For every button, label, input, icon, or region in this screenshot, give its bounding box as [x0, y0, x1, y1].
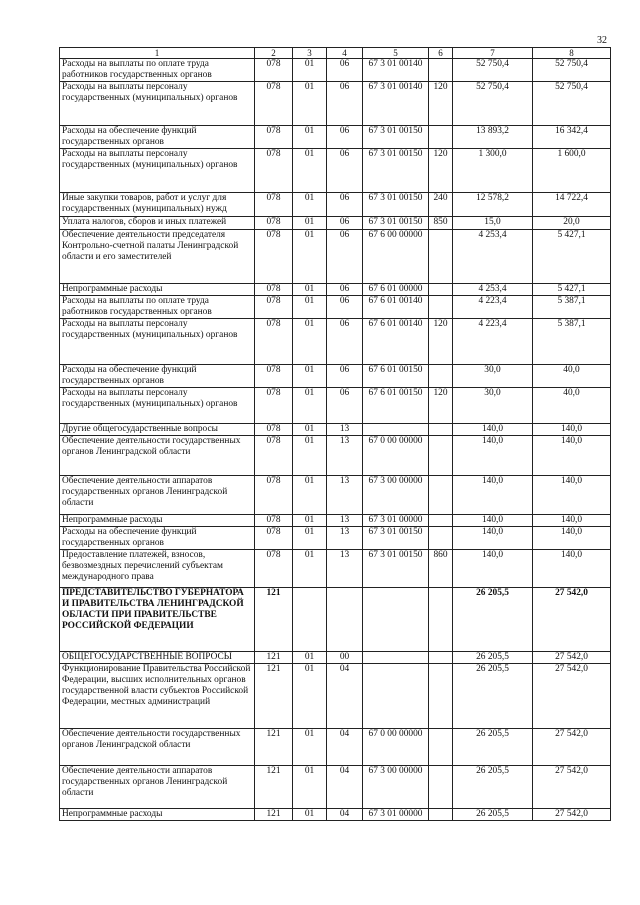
- table-row: [60, 652, 611, 664]
- cell-ministry-code: 078: [255, 59, 293, 82]
- cell-ministry-code: 121: [255, 588, 293, 652]
- cell-subsection: 13: [327, 515, 363, 527]
- cell-ministry-code: 078: [255, 365, 293, 388]
- cell-ministry-code: 078: [255, 550, 293, 588]
- row-name: Расходы на обеспечение функций государственных органов: [60, 527, 255, 550]
- cell-target-article: 67 3 01 00140: [363, 59, 429, 82]
- cell-amount-year2: 16 342,4: [533, 126, 611, 149]
- table-row: [60, 365, 611, 388]
- cell-section: 01: [293, 230, 327, 284]
- cell-expense-type: [429, 527, 453, 550]
- cell-section: 01: [293, 284, 327, 296]
- row-name: Иные закупки товаров, работ и услуг для государственных (муниципальных) нужд: [60, 193, 255, 217]
- cell-section: 01: [293, 59, 327, 82]
- cell-expense-type: [429, 664, 453, 729]
- col-header: 8: [533, 48, 611, 59]
- cell-subsection: 06: [327, 284, 363, 296]
- cell-section: 01: [293, 436, 327, 476]
- cell-subsection: 06: [327, 126, 363, 149]
- cell-ministry-code: 121: [255, 652, 293, 664]
- cell-subsection: 06: [327, 193, 363, 217]
- cell-amount-year2: 5 387,1: [533, 319, 611, 365]
- cell-target-article: [363, 664, 429, 729]
- cell-expense-type: 120: [429, 82, 453, 126]
- cell-expense-type: [429, 809, 453, 821]
- table-row: [60, 388, 611, 424]
- col-header: 3: [293, 48, 327, 59]
- cell-section: 01: [293, 365, 327, 388]
- table-row: [60, 193, 611, 217]
- table-row: [60, 476, 611, 515]
- table-row: [60, 126, 611, 149]
- col-header: 7: [453, 48, 533, 59]
- cell-subsection: 06: [327, 296, 363, 319]
- cell-expense-type: [429, 436, 453, 476]
- cell-ministry-code: 078: [255, 82, 293, 126]
- col-header: 5: [363, 48, 429, 59]
- cell-ministry-code: 078: [255, 230, 293, 284]
- row-name: Расходы на выплаты персоналу государственных (муниципальных) органов: [60, 149, 255, 193]
- table-row: [60, 424, 611, 436]
- table-row: [60, 59, 611, 82]
- cell-amount-year1: 30,0: [453, 388, 533, 424]
- col-header: 6: [429, 48, 453, 59]
- table-row: [60, 588, 611, 652]
- cell-amount-year2: 27 542,0: [533, 729, 611, 766]
- cell-subsection: [327, 588, 363, 652]
- col-header: 4: [327, 48, 363, 59]
- cell-section: 01: [293, 476, 327, 515]
- cell-ministry-code: 078: [255, 149, 293, 193]
- cell-expense-type: 120: [429, 149, 453, 193]
- row-name: Расходы на выплаты по оплате труда работников государственных органов: [60, 59, 255, 82]
- cell-ministry-code: 078: [255, 388, 293, 424]
- row-name: Обеспечение деятельности аппаратов государственных органов Ленинградской области: [60, 476, 255, 515]
- cell-target-article: 67 6 00 00000: [363, 230, 429, 284]
- cell-amount-year1: 26 205,5: [453, 809, 533, 821]
- row-name: Обеспечение деятельности аппаратов государственных органов Ленинградской области: [60, 766, 255, 809]
- cell-expense-type: [429, 284, 453, 296]
- cell-ministry-code: 078: [255, 126, 293, 149]
- table-row: [60, 217, 611, 230]
- cell-amount-year2: 140,0: [533, 476, 611, 515]
- cell-amount-year1: 4 253,4: [453, 284, 533, 296]
- cell-amount-year2: 27 542,0: [533, 664, 611, 729]
- cell-ministry-code: 078: [255, 319, 293, 365]
- cell-amount-year2: 52 750,4: [533, 82, 611, 126]
- row-name: Непрограммные расходы: [60, 515, 255, 527]
- cell-amount-year1: 30,0: [453, 365, 533, 388]
- cell-amount-year2: 14 722,4: [533, 193, 611, 217]
- row-name: ОБЩЕГОСУДАРСТВЕННЫЕ ВОПРОСЫ: [60, 652, 255, 664]
- table-row: [60, 230, 611, 284]
- cell-amount-year1: 140,0: [453, 515, 533, 527]
- cell-section: 01: [293, 149, 327, 193]
- cell-section: 01: [293, 126, 327, 149]
- cell-section: 01: [293, 193, 327, 217]
- cell-target-article: 67 3 01 00150: [363, 126, 429, 149]
- cell-ministry-code: 078: [255, 284, 293, 296]
- cell-amount-year2: 27 542,0: [533, 766, 611, 809]
- cell-amount-year2: 52 750,4: [533, 59, 611, 82]
- cell-amount-year2: 140,0: [533, 550, 611, 588]
- cell-amount-year2: 20,0: [533, 217, 611, 230]
- cell-amount-year1: 15,0: [453, 217, 533, 230]
- cell-amount-year1: 26 205,5: [453, 588, 533, 652]
- cell-subsection: 04: [327, 664, 363, 729]
- cell-target-article: 67 6 01 00140: [363, 296, 429, 319]
- cell-expense-type: [429, 515, 453, 527]
- cell-ministry-code: 078: [255, 193, 293, 217]
- cell-ministry-code: 121: [255, 664, 293, 729]
- cell-amount-year2: 1 600,0: [533, 149, 611, 193]
- cell-section: 01: [293, 527, 327, 550]
- cell-expense-type: [429, 652, 453, 664]
- row-name: Расходы на выплаты персоналу государственных (муниципальных) органов: [60, 319, 255, 365]
- table-row: [60, 515, 611, 527]
- cell-amount-year1: 4 223,4: [453, 319, 533, 365]
- cell-target-article: 67 6 01 00000: [363, 284, 429, 296]
- cell-expense-type: [429, 365, 453, 388]
- cell-subsection: 04: [327, 809, 363, 821]
- cell-target-article: 67 0 00 00000: [363, 729, 429, 766]
- cell-section: 01: [293, 296, 327, 319]
- cell-amount-year1: 140,0: [453, 436, 533, 476]
- cell-ministry-code: 121: [255, 729, 293, 766]
- cell-ministry-code: 078: [255, 424, 293, 436]
- cell-amount-year1: 4 223,4: [453, 296, 533, 319]
- cell-section: 01: [293, 515, 327, 527]
- page-number: 32: [597, 35, 607, 46]
- header-row: [60, 48, 611, 59]
- cell-section: [293, 588, 327, 652]
- table-row: [60, 149, 611, 193]
- cell-expense-type: [429, 126, 453, 149]
- cell-subsection: 13: [327, 476, 363, 515]
- cell-subsection: 06: [327, 230, 363, 284]
- cell-amount-year1: 26 205,5: [453, 729, 533, 766]
- cell-expense-type: [429, 588, 453, 652]
- row-name: Расходы на обеспечение функций государственных органов: [60, 365, 255, 388]
- cell-target-article: 67 3 01 00000: [363, 515, 429, 527]
- budget-table: [59, 47, 611, 821]
- cell-expense-type: 850: [429, 217, 453, 230]
- cell-expense-type: [429, 766, 453, 809]
- row-name: ПРЕДСТАВИТЕЛЬСТВО ГУБЕРНАТОРА И ПРАВИТЕЛЬСТВА ЛЕНИНГРАДСКОЙ ОБЛАСТИ ПРИ ПРАВИТЕЛЬСТВЕ РОССИЙСКОЙ ФЕДЕРАЦИИ: [60, 588, 255, 652]
- cell-section: 01: [293, 424, 327, 436]
- cell-amount-year1: 140,0: [453, 476, 533, 515]
- cell-section: 01: [293, 217, 327, 230]
- cell-target-article: 67 3 01 00150: [363, 550, 429, 588]
- cell-section: 01: [293, 664, 327, 729]
- cell-amount-year1: 26 205,5: [453, 766, 533, 809]
- cell-subsection: 06: [327, 365, 363, 388]
- cell-amount-year2: 27 542,0: [533, 652, 611, 664]
- cell-target-article: 67 3 01 00000: [363, 809, 429, 821]
- table-row: [60, 766, 611, 809]
- cell-expense-type: 240: [429, 193, 453, 217]
- cell-amount-year1: 140,0: [453, 424, 533, 436]
- cell-expense-type: 120: [429, 319, 453, 365]
- cell-ministry-code: 121: [255, 809, 293, 821]
- cell-target-article: 67 6 01 00150: [363, 388, 429, 424]
- table-row: [60, 527, 611, 550]
- cell-subsection: 04: [327, 729, 363, 766]
- cell-expense-type: [429, 230, 453, 284]
- cell-section: 01: [293, 729, 327, 766]
- cell-target-article: 67 0 00 00000: [363, 436, 429, 476]
- cell-subsection: 13: [327, 527, 363, 550]
- cell-subsection: 00: [327, 652, 363, 664]
- cell-expense-type: [429, 476, 453, 515]
- table-row: [60, 284, 611, 296]
- cell-amount-year1: 4 253,4: [453, 230, 533, 284]
- cell-amount-year1: 140,0: [453, 550, 533, 588]
- table-row: [60, 664, 611, 729]
- cell-target-article: 67 3 00 00000: [363, 476, 429, 515]
- cell-ministry-code: 078: [255, 436, 293, 476]
- cell-amount-year1: 13 893,2: [453, 126, 533, 149]
- table-row: [60, 296, 611, 319]
- cell-subsection: 06: [327, 149, 363, 193]
- table-row: [60, 319, 611, 365]
- table-row: [60, 809, 611, 821]
- row-name: Предоставление платежей, взносов, безвозмездных перечислений субъектам международного права: [60, 550, 255, 588]
- row-name: Обеспечение деятельности государственных органов Ленинградской области: [60, 729, 255, 766]
- cell-expense-type: 860: [429, 550, 453, 588]
- cell-target-article: [363, 652, 429, 664]
- cell-amount-year2: 40,0: [533, 388, 611, 424]
- cell-amount-year1: 140,0: [453, 527, 533, 550]
- cell-expense-type: [429, 296, 453, 319]
- col-header: 1: [60, 48, 255, 59]
- cell-amount-year2: 40,0: [533, 365, 611, 388]
- cell-amount-year1: 26 205,5: [453, 664, 533, 729]
- cell-section: 01: [293, 388, 327, 424]
- cell-subsection: 06: [327, 388, 363, 424]
- row-name: Обеспечение деятельности председателя Контрольно-счетной палаты Ленинградской области и его заместителей: [60, 230, 255, 284]
- cell-section: 01: [293, 809, 327, 821]
- row-name: Другие общегосударственные вопросы: [60, 424, 255, 436]
- cell-target-article: 67 3 01 00150: [363, 193, 429, 217]
- cell-amount-year1: 12 578,2: [453, 193, 533, 217]
- cell-subsection: 06: [327, 82, 363, 126]
- cell-target-article: [363, 588, 429, 652]
- cell-subsection: 04: [327, 766, 363, 809]
- row-name: Уплата налогов, сборов и иных платежей: [60, 217, 255, 230]
- cell-ministry-code: 078: [255, 217, 293, 230]
- cell-target-article: 67 3 01 00150: [363, 217, 429, 230]
- cell-expense-type: 120: [429, 388, 453, 424]
- cell-target-article: 67 3 01 00140: [363, 82, 429, 126]
- cell-subsection: 06: [327, 217, 363, 230]
- row-name: Расходы на выплаты персоналу государственных (муниципальных) органов: [60, 82, 255, 126]
- table-row: [60, 550, 611, 588]
- cell-amount-year2: 27 542,0: [533, 809, 611, 821]
- row-name: Расходы на обеспечение функций государственных органов: [60, 126, 255, 149]
- cell-subsection: 13: [327, 436, 363, 476]
- cell-subsection: 13: [327, 424, 363, 436]
- cell-expense-type: [429, 424, 453, 436]
- cell-amount-year2: 140,0: [533, 515, 611, 527]
- cell-target-article: 67 3 01 00150: [363, 149, 429, 193]
- cell-amount-year2: 140,0: [533, 436, 611, 476]
- cell-amount-year1: 52 750,4: [453, 59, 533, 82]
- row-name: Непрограммные расходы: [60, 284, 255, 296]
- cell-ministry-code: 078: [255, 296, 293, 319]
- cell-target-article: 67 3 00 00000: [363, 766, 429, 809]
- row-name: Расходы на выплаты по оплате труда работников государственных органов: [60, 296, 255, 319]
- cell-amount-year2: 5 427,1: [533, 284, 611, 296]
- row-name: Функционирование Правительства Российской Федерации, высших исполнительных органов государственной власти субъектов Российской Федерации, местных администраций: [60, 664, 255, 729]
- cell-target-article: 67 3 01 00150: [363, 527, 429, 550]
- cell-section: 01: [293, 766, 327, 809]
- cell-subsection: 06: [327, 319, 363, 365]
- cell-section: 01: [293, 550, 327, 588]
- cell-target-article: 67 6 01 00150: [363, 365, 429, 388]
- cell-subsection: 13: [327, 550, 363, 588]
- cell-ministry-code: 078: [255, 527, 293, 550]
- cell-amount-year2: 140,0: [533, 527, 611, 550]
- row-name: Непрограммные расходы: [60, 809, 255, 821]
- row-name: Обеспечение деятельности государственных органов Ленинградской области: [60, 436, 255, 476]
- cell-ministry-code: 078: [255, 476, 293, 515]
- cell-amount-year1: 1 300,0: [453, 149, 533, 193]
- cell-section: 01: [293, 319, 327, 365]
- cell-section: 01: [293, 652, 327, 664]
- cell-expense-type: [429, 729, 453, 766]
- cell-amount-year2: 5 427,1: [533, 230, 611, 284]
- table-row: [60, 436, 611, 476]
- row-name: Расходы на выплаты персоналу государственных (муниципальных) органов: [60, 388, 255, 424]
- cell-target-article: [363, 424, 429, 436]
- table-row: [60, 729, 611, 766]
- cell-subsection: 06: [327, 59, 363, 82]
- cell-amount-year2: 140,0: [533, 424, 611, 436]
- col-header: 2: [255, 48, 293, 59]
- cell-target-article: 67 6 01 00140: [363, 319, 429, 365]
- cell-amount-year1: 52 750,4: [453, 82, 533, 126]
- table-row: [60, 82, 611, 126]
- cell-section: 01: [293, 82, 327, 126]
- cell-expense-type: [429, 59, 453, 82]
- cell-amount-year2: 27 542,0: [533, 588, 611, 652]
- cell-ministry-code: 121: [255, 766, 293, 809]
- cell-amount-year1: 26 205,5: [453, 652, 533, 664]
- cell-amount-year2: 5 387,1: [533, 296, 611, 319]
- cell-ministry-code: 078: [255, 515, 293, 527]
